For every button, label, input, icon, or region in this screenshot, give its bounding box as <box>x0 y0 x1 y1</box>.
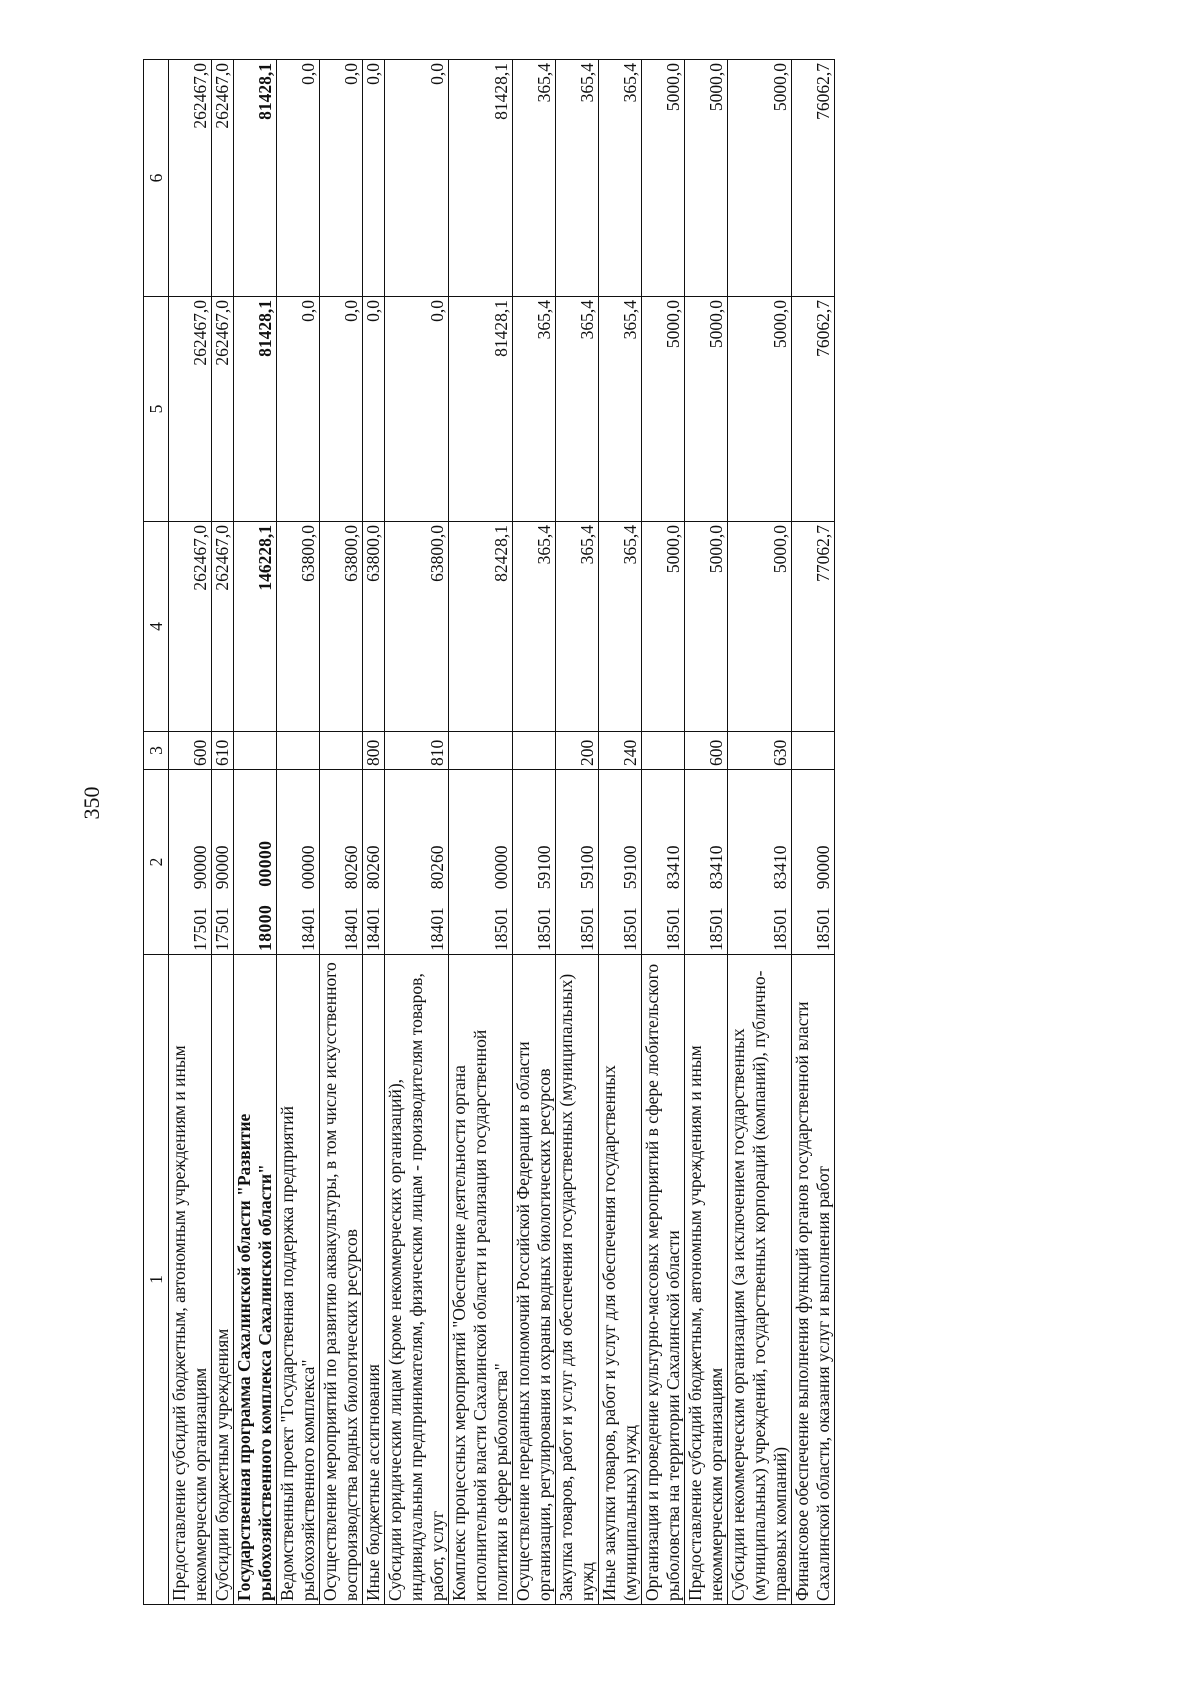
code-program-part: 18501 <box>813 907 833 951</box>
code-program-part: 18401 <box>363 907 383 951</box>
row-target-code <box>320 770 363 955</box>
row-name: Осуществление мероприятий по развитию аквакультуры, в том числе искусственного воспроизводства водных биологических ресурсов <box>320 955 363 1605</box>
table-row <box>385 60 449 1605</box>
row-amount-col6: 365,4 <box>599 60 642 297</box>
row-amount-col5: 0,0 <box>320 297 363 522</box>
code-direction-part: 90000 <box>813 845 833 890</box>
code-direction-part: 59100 <box>620 845 640 890</box>
row-target-code <box>792 770 835 955</box>
row-name: Комплекс процессных мероприятий "Обеспечение деятельности органа исполнительной власти Сахалинской области и реализация государственной политики в сфере рыболовства" <box>449 955 513 1605</box>
code-direction-part: 83410 <box>663 845 683 890</box>
row-amount-col6: 81428,1 <box>234 60 277 297</box>
row-expense-type <box>234 732 277 770</box>
row-amount-col4: 5000,0 <box>728 522 792 732</box>
code-program-part: 18501 <box>491 907 511 951</box>
code-program-part: 18401 <box>298 907 318 951</box>
row-amount-col5: 262467,0 <box>169 297 212 522</box>
row-amount-col4: 5000,0 <box>642 522 685 732</box>
code-program-part: 18501 <box>620 907 640 951</box>
code-direction-part: 59100 <box>577 845 597 890</box>
row-target-code <box>212 770 234 955</box>
table-row <box>642 60 685 1605</box>
row-target-code <box>277 770 320 955</box>
row-expense-type: 200 <box>556 732 599 770</box>
row-target-code <box>642 770 685 955</box>
row-amount-col4: 262467,0 <box>212 522 234 732</box>
row-target-code <box>385 770 449 955</box>
table-row <box>363 60 385 1605</box>
row-target-code <box>599 770 642 955</box>
row-amount-col5: 0,0 <box>277 297 320 522</box>
code-program-part: 18401 <box>341 907 361 951</box>
row-amount-col5: 5000,0 <box>728 297 792 522</box>
row-name: Осуществление переданных полномочий Российской Федерации в области организации, регулирования и охраны водных биологических ресурсов <box>513 955 556 1605</box>
row-amount-col5: 0,0 <box>363 297 385 522</box>
row-amount-col4: 365,4 <box>599 522 642 732</box>
row-name: Субсидии некоммерческим организациям (за исключением государственных (муниципальных) учреждений, государственных корпораций (компаний), публично-правовых компаний) <box>728 955 792 1605</box>
row-name: Финансовое обеспечение выполнения функций органов государственной власти Сахалинской области, оказания услуг и выполнения работ <box>792 955 835 1605</box>
row-amount-col5: 0,0 <box>385 297 449 522</box>
row-amount-col5: 81428,1 <box>234 297 277 522</box>
row-expense-type: 810 <box>385 732 449 770</box>
table-row <box>556 60 599 1605</box>
row-amount-col6: 262467,0 <box>169 60 212 297</box>
code-program-part: 17501 <box>212 907 232 951</box>
row-amount-col4: 82428,1 <box>449 522 513 732</box>
row-expense-type: 610 <box>212 732 234 770</box>
code-program-part: 18000 <box>255 904 275 951</box>
row-name: Организация и проведение культурно-массовых мероприятий в сфере любительского рыболовства на территории Сахалинской области <box>642 955 685 1605</box>
row-amount-col6: 81428,1 <box>449 60 513 297</box>
row-target-code <box>728 770 792 955</box>
code-direction-part: 80260 <box>341 845 361 890</box>
table-row <box>169 60 212 1605</box>
table-row <box>599 60 642 1605</box>
table-row <box>792 60 835 1605</box>
row-name: Субсидии юридическим лицам (кроме некоммерческих организаций), индивидуальным предпринимателям, физическим лицам - производителям товаров, работ, услуг <box>385 955 449 1605</box>
column-header: 3 <box>144 732 169 770</box>
rotated-sheet <box>143 60 1073 1605</box>
row-name: Иные закупки товаров, работ и услуг для обеспечения государственных (муниципальных) нужд <box>599 955 642 1605</box>
row-name: Закупка товаров, работ и услуг для обеспечения государственных (муниципальных) нужд <box>556 955 599 1605</box>
table-row <box>277 60 320 1605</box>
row-amount-col5: 365,4 <box>599 297 642 522</box>
row-target-code <box>234 770 277 955</box>
column-header: 4 <box>144 522 169 732</box>
row-target-code <box>513 770 556 955</box>
row-name: Иные бюджетные ассигнования <box>363 955 385 1605</box>
row-expense-type: 240 <box>599 732 642 770</box>
row-amount-col5: 76062,7 <box>792 297 835 522</box>
row-amount-col4: 63800,0 <box>277 522 320 732</box>
row-name: Предоставление субсидий бюджетным, автономным учреждениям и иным некоммерческим организациям <box>685 955 728 1605</box>
row-amount-col4: 365,4 <box>556 522 599 732</box>
code-program-part: 18501 <box>663 907 683 951</box>
row-expense-type: 600 <box>685 732 728 770</box>
row-amount-col4: 146228,1 <box>234 522 277 732</box>
code-direction-part: 80260 <box>363 845 383 890</box>
row-amount-col4: 5000,0 <box>685 522 728 732</box>
row-expense-type <box>277 732 320 770</box>
row-target-code <box>556 770 599 955</box>
table-row <box>234 60 277 1605</box>
table-body <box>169 60 835 1605</box>
row-amount-col6: 365,4 <box>513 60 556 297</box>
code-program-part: 18501 <box>706 907 726 951</box>
code-program-part: 17501 <box>190 907 210 951</box>
row-amount-col5: 81428,1 <box>449 297 513 522</box>
row-expense-type: 630 <box>728 732 792 770</box>
budget-table <box>143 59 835 1605</box>
row-amount-col6: 262467,0 <box>212 60 234 297</box>
row-expense-type <box>320 732 363 770</box>
row-amount-col6: 365,4 <box>556 60 599 297</box>
row-amount-col5: 5000,0 <box>685 297 728 522</box>
table-row <box>449 60 513 1605</box>
row-target-code <box>363 770 385 955</box>
row-expense-type <box>513 732 556 770</box>
code-program-part: 18401 <box>427 907 447 951</box>
row-amount-col4: 63800,0 <box>320 522 363 732</box>
column-header: 5 <box>144 297 169 522</box>
row-amount-col4: 63800,0 <box>385 522 449 732</box>
row-name: Субсидии бюджетным учреждениям <box>212 955 234 1605</box>
row-amount-col5: 262467,0 <box>212 297 234 522</box>
code-program-part: 18501 <box>577 907 597 951</box>
code-direction-part: 00000 <box>491 845 511 890</box>
row-target-code <box>169 770 212 955</box>
row-expense-type <box>449 732 513 770</box>
table-row <box>685 60 728 1605</box>
row-amount-col4: 365,4 <box>513 522 556 732</box>
table-row <box>320 60 363 1605</box>
row-amount-col6: 5000,0 <box>728 60 792 297</box>
code-direction-part: 83410 <box>706 845 726 890</box>
code-program-part: 18501 <box>534 907 554 951</box>
row-amount-col5: 365,4 <box>556 297 599 522</box>
code-program-part: 18501 <box>770 907 790 951</box>
row-amount-col6: 5000,0 <box>642 60 685 297</box>
code-direction-part: 59100 <box>534 845 554 890</box>
column-header: 1 <box>144 955 169 1605</box>
row-expense-type <box>792 732 835 770</box>
row-expense-type: 600 <box>169 732 212 770</box>
table-row <box>212 60 234 1605</box>
row-amount-col6: 0,0 <box>320 60 363 297</box>
code-direction-part: 00000 <box>298 845 318 890</box>
code-direction-part: 80260 <box>427 845 447 890</box>
row-name: Государственная программа Сахалинской области "Развитие рыбохозяйственного комплекса Сахалинской области" <box>234 955 277 1605</box>
row-name: Ведомственный проект "Государственная поддержка предприятий рыбохозяйственного комплекса" <box>277 955 320 1605</box>
row-amount-col6: 0,0 <box>277 60 320 297</box>
row-amount-col6: 0,0 <box>385 60 449 297</box>
row-amount-col4: 262467,0 <box>169 522 212 732</box>
column-header: 6 <box>144 60 169 297</box>
column-header: 2 <box>144 770 169 955</box>
row-amount-col6: 5000,0 <box>685 60 728 297</box>
code-direction-part: 83410 <box>770 845 790 890</box>
row-amount-col6: 0,0 <box>363 60 385 297</box>
row-expense-type: 800 <box>363 732 385 770</box>
table-row <box>513 60 556 1605</box>
table-header-row <box>144 60 169 1605</box>
row-amount-col6: 76062,7 <box>792 60 835 297</box>
table-row <box>728 60 792 1605</box>
row-expense-type <box>642 732 685 770</box>
code-direction-part: 00000 <box>255 840 275 887</box>
row-target-code <box>449 770 513 955</box>
page-number: 350 <box>79 786 104 820</box>
row-name: Предоставление субсидий бюджетным, автономным учреждениям и иным некоммерческим организациям <box>169 955 212 1605</box>
row-target-code <box>685 770 728 955</box>
row-amount-col5: 5000,0 <box>642 297 685 522</box>
code-direction-part: 90000 <box>190 845 210 890</box>
row-amount-col4: 77062,7 <box>792 522 835 732</box>
row-amount-col5: 365,4 <box>513 297 556 522</box>
row-amount-col4: 63800,0 <box>363 522 385 732</box>
code-direction-part: 90000 <box>212 845 232 890</box>
